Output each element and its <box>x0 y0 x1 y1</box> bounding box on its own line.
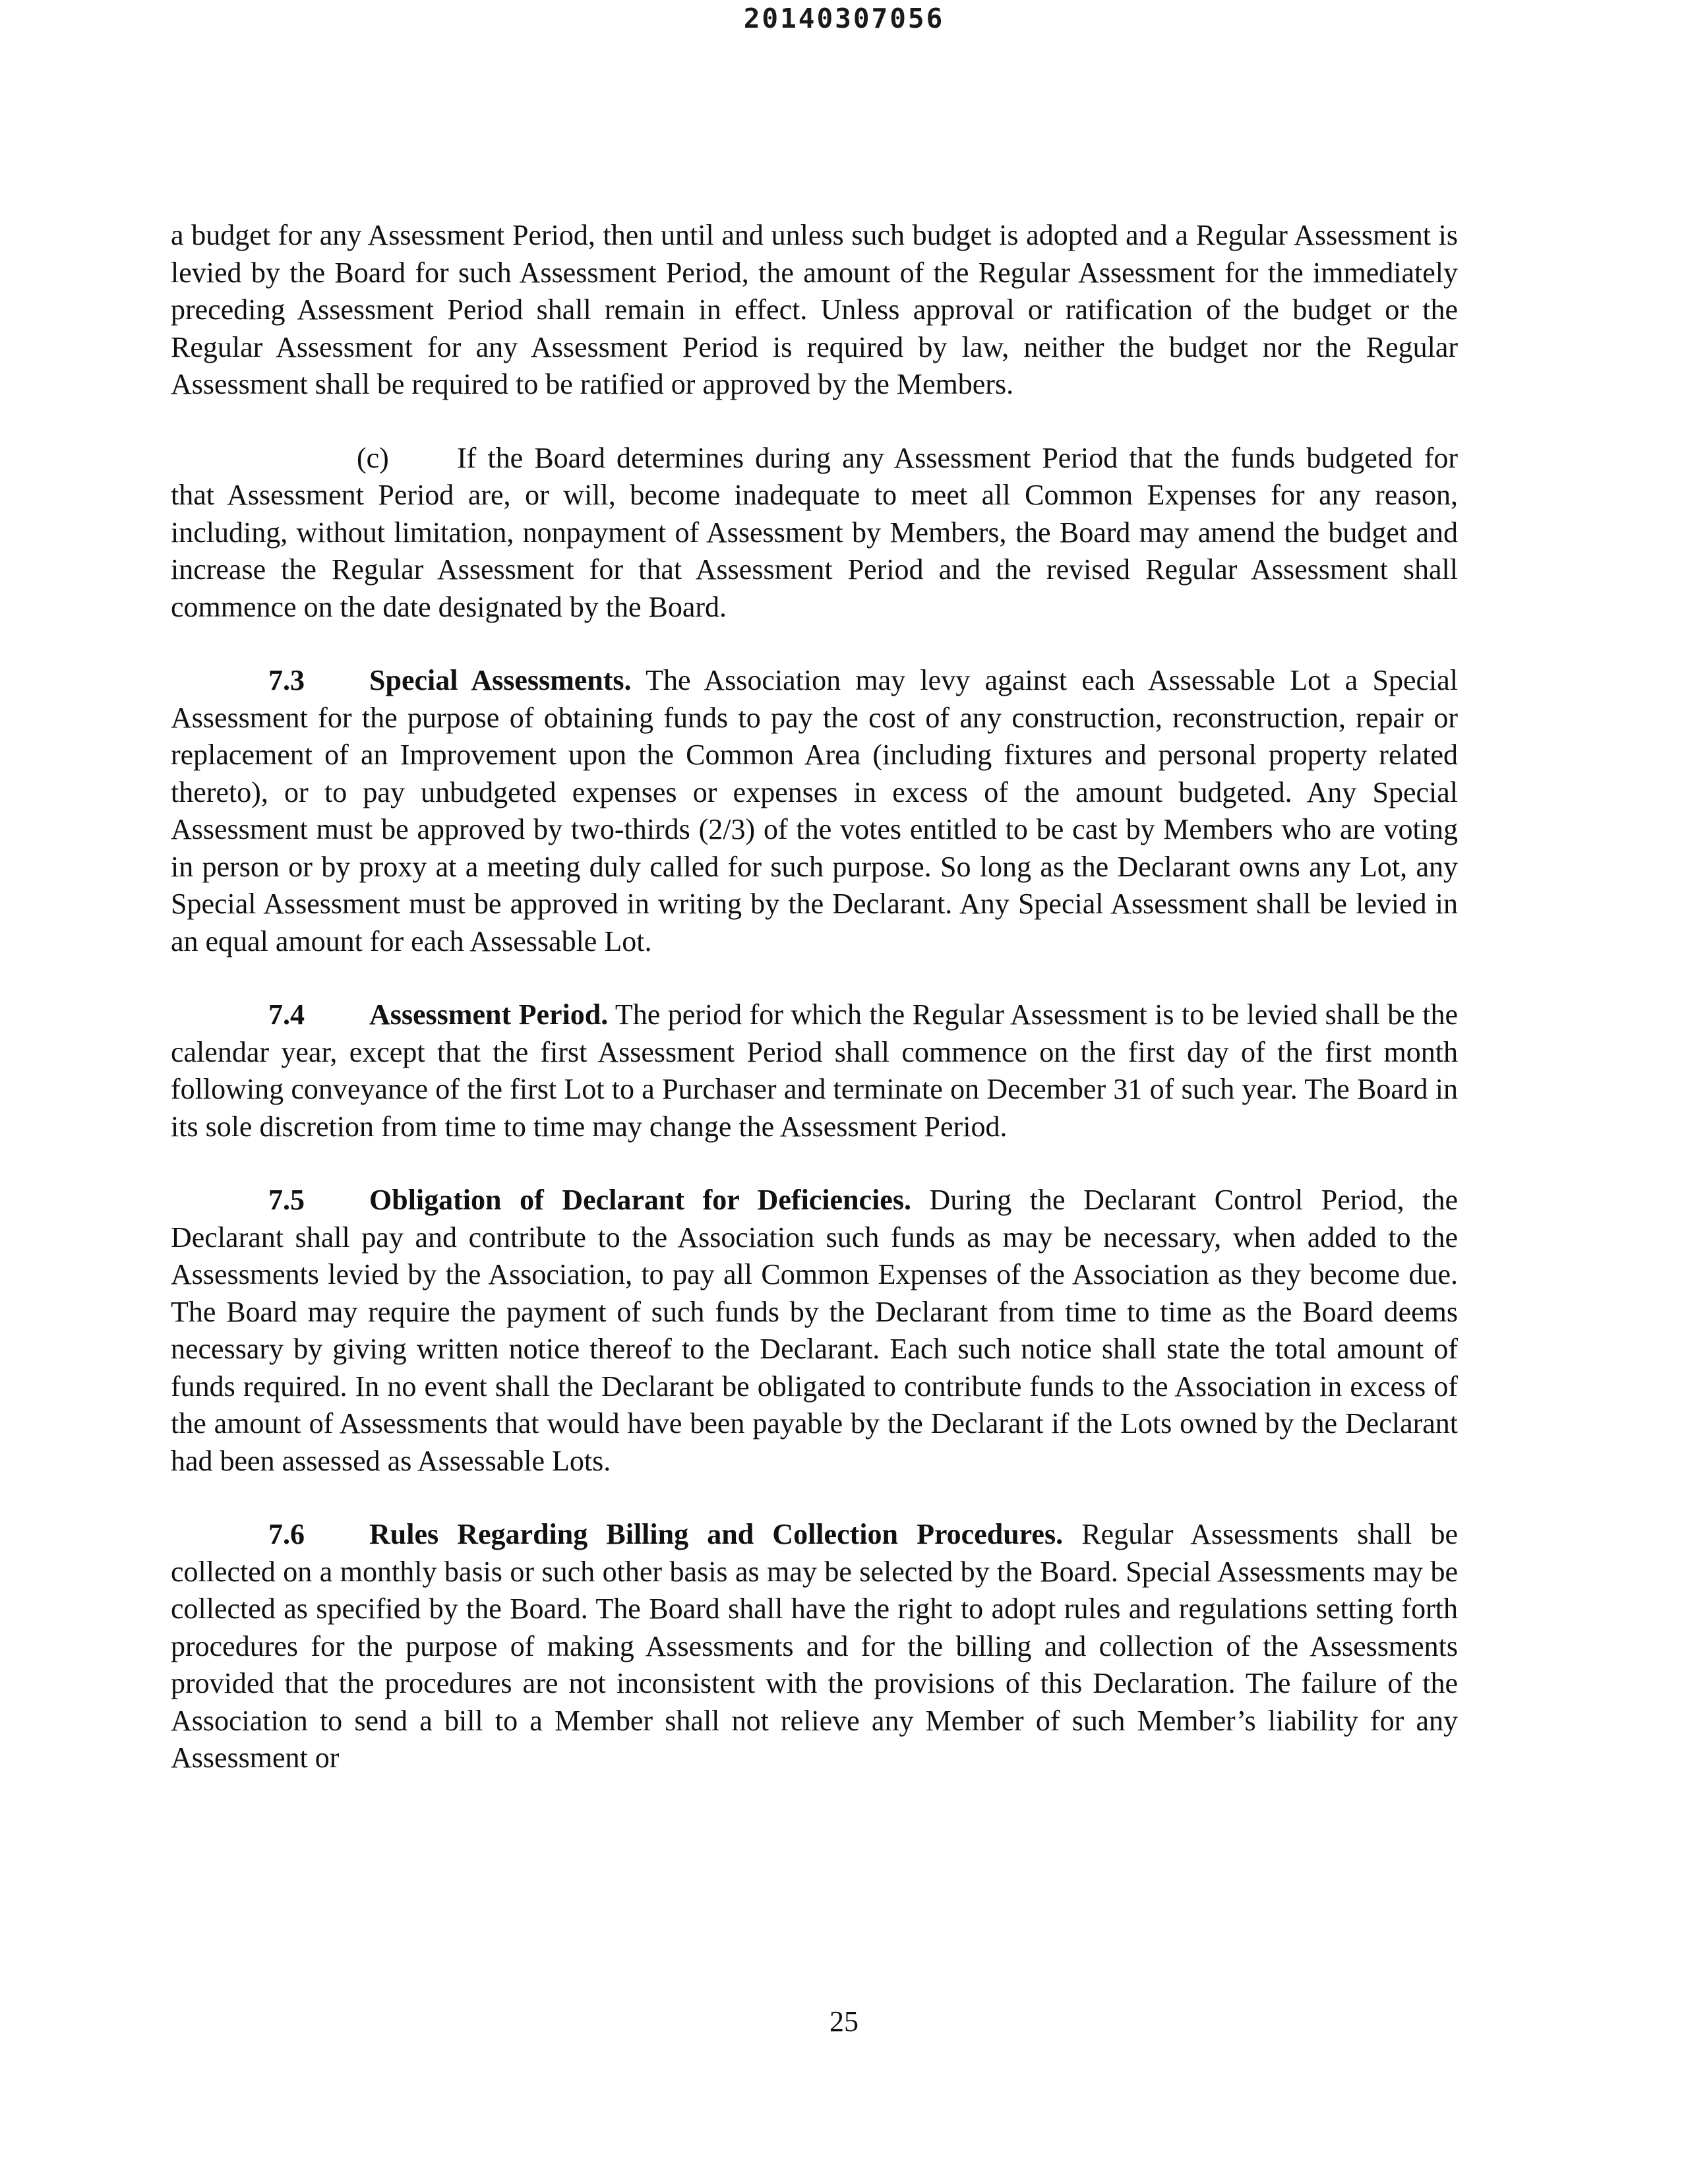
subsection-c-text: If the Board determines during any Assessment Period that the funds budgeted for that Assessment Period are, or will, become inadequate to meet all Common Expenses for any reason, including, without limitation, nonpayment of Assessment by Members, the Board may amend the budget and increase the Regular Assessment for that Assessment Period and the revised Regular Assessment shall commence on the date designated by the Board. <box>171 441 1458 623</box>
section-number: 7.3 <box>268 664 305 696</box>
section-7-5-paragraph <box>171 1182 1458 1480</box>
document-number: 20140307056 <box>743 3 945 34</box>
subsection-c-paragraph <box>171 440 1458 626</box>
section-7-4 <box>171 996 1458 1145</box>
section-text: During the Declarant Control Period, the Declarant shall pay and contribute to the Association such funds as may be necessary, when added to the Assessments levied by the Association, to pay all Common Expenses of the Association as they become due. The Board may require the payment of such funds by the Declarant from time to time as the Board deems necessary by giving written notice thereof to the Declarant. Each such notice shall state the total amount of funds required. In no event shall the Declarant be obligated to contribute funds to the Association in excess of the amount of Assessments that would have been payable by the Declarant if the Lots owned by the Declarant had been assessed as Assessable Lots. <box>171 1184 1458 1477</box>
section-7-3 <box>171 662 1458 960</box>
continuation-paragraph: a budget for any Assessment Period, then until and unless such budget is adopted and a Regular Assessment is levied by the Board for such Assessment Period, the amount of the Regular Assessment for the immediately preceding Assessment Period shall remain in effect. Unless approval or ratification of the budget or the Regular Assessment for any Assessment Period is required by law, neither the budget nor the Regular Assessment shall be required to be ratified or approved by the Members. <box>171 219 1458 400</box>
section-title: Obligation of Declarant for Deficiencies. <box>369 1184 911 1216</box>
section-number: 7.6 <box>268 1518 305 1550</box>
subsection-c-label: (c) <box>357 441 389 474</box>
section-number: 7.4 <box>268 998 305 1031</box>
section-title: Assessment Period. <box>369 998 609 1031</box>
section-7-6-paragraph <box>171 1516 1458 1777</box>
section-7-4-paragraph <box>171 996 1458 1145</box>
section-text: The Association may levy against each Assessable Lot a Special Assessment for the purpose of obtaining funds to pay the cost of any construction, reconstruction, repair or replacement of an Improvement upon the Common Area (including fixtures and personal property related thereto), or to pay unbudgeted expenses or expenses in excess of the amount budgeted. Any Special Assessment must be approved by two-thirds (2/3) of the votes entitled to be cast by Members who are voting in person or by proxy at a meeting duly called for such purpose. So long as the Declarant owns any Lot, any Special Assessment must be approved in writing by the Declarant. Any Special Assessment shall be levied in an equal amount for each Assessable Lot. <box>171 664 1458 957</box>
page-number: 25 <box>829 2005 859 2038</box>
document-body <box>171 217 1458 1813</box>
section-title: Special Assessments. <box>369 664 632 696</box>
section-text: The period for which the Regular Assessment is to be levied shall be the calendar year, except that the first Assessment Period shall commence on the first day of the first month following conveyance of the first Lot to a Purchaser and terminate on December 31 of such year. The Board in its sole discretion from time to time may change the Assessment Period. <box>171 998 1458 1143</box>
section-title: Rules Regarding Billing and Collection Procedures. <box>369 1518 1064 1550</box>
section-7-3-paragraph <box>171 662 1458 960</box>
section-text: Regular Assessments shall be collected on a monthly basis or such other basis as may be selected by the Board. Special Assessments may be collected as specified by the Board. The Board shall have the right to adopt rules and regulations setting forth procedures for the purpose of making Assessments and for the billing and collection of the Assessments provided that the procedures are not inconsistent with the provisions of this Declaration. The failure of the Association to send a bill to a Member shall not relieve any Member of such Member’s liability for any Assessment or <box>171 1518 1458 1774</box>
section-number: 7.5 <box>268 1184 305 1216</box>
section-7-6 <box>171 1516 1458 1777</box>
section-7-5 <box>171 1182 1458 1480</box>
